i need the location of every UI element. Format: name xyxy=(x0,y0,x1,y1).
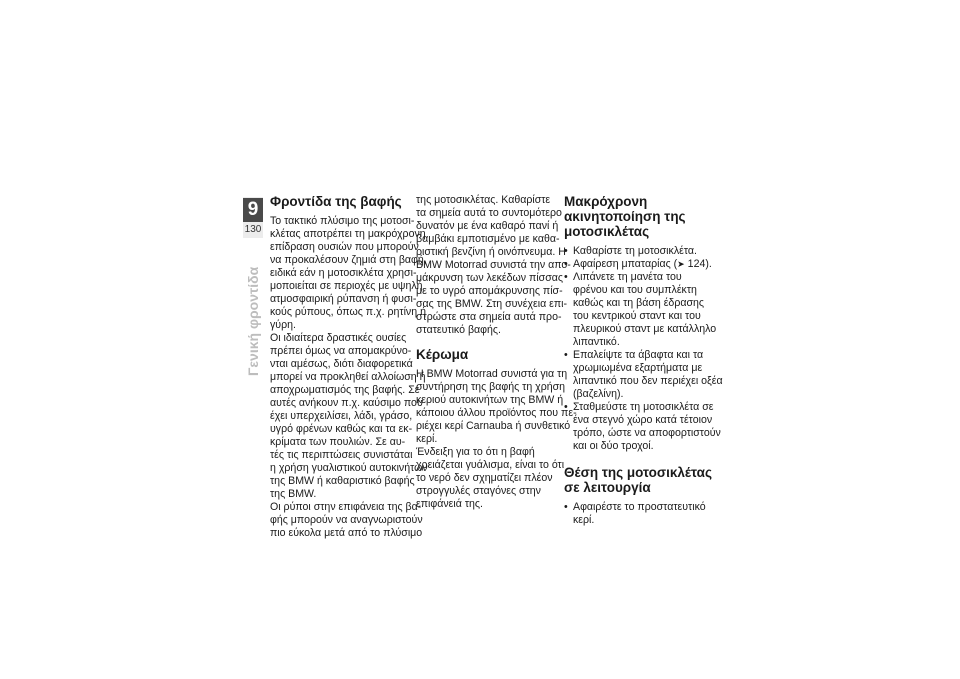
text-line: χρωμιωμένα εξαρτήματα με xyxy=(573,362,703,374)
text-line: μπορεί να προκληθεί αλλοίωση ή xyxy=(270,371,426,383)
text-line: χρειάζεται γυάλισμα, είναι το ότι xyxy=(416,459,565,471)
text-line: λιπαντικό που δεν περιέχει οξέα xyxy=(573,375,723,387)
text-line: της BMW. xyxy=(270,488,317,500)
text-line: της μοτοσικλέτας. Καθαρίστε xyxy=(416,194,551,206)
page-number: 130 xyxy=(244,224,262,235)
list-item xyxy=(564,401,721,453)
list-item xyxy=(564,349,723,401)
text-line: λιπαντικό. xyxy=(573,336,620,348)
text-line: ειδικά εάν η μοτοσικλέτα χρησι- xyxy=(270,267,417,279)
text-line: • Αφαιρέστε το προστατευτικό xyxy=(573,501,706,513)
text-line: • Σταθμεύστε τη μοτοσικλέτα σε xyxy=(573,401,714,413)
heading-return-to-service xyxy=(564,465,714,495)
text-line: στρώστε στα σημεία αυτά προ- xyxy=(416,311,562,323)
text-line: Το τακτικό πλύσιμο της μοτοσι- xyxy=(270,215,415,227)
text-line: στρογγυλές σταγόνες στην xyxy=(416,485,541,497)
list-item xyxy=(564,271,717,349)
text-line: BMW Motorrad συνιστά την απο- xyxy=(416,259,571,271)
storage-steps-list xyxy=(564,245,723,453)
text-line: Ένδειξη για το ότι η βαφή xyxy=(416,446,535,458)
service-steps-list xyxy=(564,501,714,527)
text-line: καθώς και τη βάση έδρασης xyxy=(573,297,705,309)
text-line: κούς ρύπους, όπως π.χ. ρητίνη ή xyxy=(270,306,426,318)
text-line: Μακρόχρονη xyxy=(564,194,648,209)
text-line: να προκαλέσουν ζημιά στη βαφή, xyxy=(270,254,427,266)
text-line: βαμβάκι εμποτισμένο με καθα- xyxy=(416,233,560,245)
text-line: Η BMW Motorrad συνιστά για τη xyxy=(416,368,568,380)
text-line: της BMW ή καθαριστικό βαφής xyxy=(270,475,415,487)
text-line: του κεντρικού σταντ και του xyxy=(573,310,701,322)
paint-care-text-continued xyxy=(416,194,571,337)
text-line: νται αμέσως, διότι διαφορετικά xyxy=(270,358,413,370)
text-line: φρένου και του συμπλέκτη xyxy=(573,284,697,296)
text-line: • Επαλείψτε τα άβαφτα και τα xyxy=(573,349,704,361)
text-line: τα σημεία αυτά το συντομότερο xyxy=(416,207,562,219)
arrow-right-icon: ➤ xyxy=(677,259,685,269)
list-item xyxy=(564,501,714,527)
list-item: • Αφαίρεση μπαταρίας (➤ 124). xyxy=(564,258,714,271)
text-line: δυνατόν με ένα καθαρό πανί ή xyxy=(416,220,559,232)
text-line: ακινητοποίηση της xyxy=(564,209,686,224)
text-line: πιο εύκολα μετά από το πλύσιμο xyxy=(270,527,423,539)
column-2 xyxy=(416,194,577,511)
text-line: μοποιείται σε περιοχές με υψηλή xyxy=(270,280,423,292)
text-line: αυτές ανήκουν π.χ. καύσιμο που xyxy=(270,397,423,409)
chapter-number: 9 xyxy=(243,198,263,222)
text-line: έχει υπερχειλίσει, λάδι, γράσο, xyxy=(270,410,413,422)
text-line: ριέχει κερί Carnauba ή συνθετικό xyxy=(416,420,571,432)
text-line: γύρη. xyxy=(270,319,296,331)
heading-long-storage xyxy=(564,194,714,239)
text-line: Θέση της μοτοσικλέτας xyxy=(564,465,712,480)
waxing-text xyxy=(416,368,577,511)
text-line: συντήρηση της βαφής τη χρήση xyxy=(416,381,566,393)
text-line: κλέτας αποτρέπει τη μακρόχρονη xyxy=(270,228,426,240)
text-line: μοτοσικλέτας xyxy=(564,224,650,239)
text-line: υγρό φρένων καθώς και τα εκ- xyxy=(270,423,413,435)
chapter-side-title: Γενική φροντίδα xyxy=(245,266,261,376)
text-line: κερί. xyxy=(416,433,438,445)
text-line: η χρήση γυαλιστικού αυτοκινήτων xyxy=(270,462,428,474)
heading-paint-care: Φροντίδα της βαφής xyxy=(270,194,402,209)
text-line: με το υγρό απομάκρυνσης πίσ- xyxy=(416,285,563,297)
text-line: στατευτικό βαφής. xyxy=(416,324,501,336)
text-line: Οι ρύποι στην επιφάνεια της βα- xyxy=(270,501,422,513)
text-line: • Λιπάνετε τη μανέτα του xyxy=(573,271,682,283)
text-line: (βαζελίνη). xyxy=(573,388,624,400)
text-line: κεριού αυτοκινήτων της BMW ή xyxy=(416,394,564,406)
text-line: ένα στεγνό χώρο κατά τέτοιον xyxy=(573,414,713,426)
text-line: κρίματα των πουλιών. Σε αυ- xyxy=(270,436,406,448)
text-line: ατμοσφαιρική ρύπανση ή φυσι- xyxy=(270,293,417,305)
heading-waxing: Κέρωμα xyxy=(416,347,469,362)
text-line: πλευρικού σταντ με κατάλληλο xyxy=(573,323,717,335)
text-line: σε λειτουργία xyxy=(564,480,651,495)
text-line: και οι δύο τροχοί. xyxy=(573,440,654,452)
text-line: ριστική βενζίνη ή οινόπνευμα. Η xyxy=(416,246,566,258)
text-line: Οι ιδιαίτερα δραστικές ουσίες xyxy=(270,332,407,344)
text-line: πρέπει όμως να απομακρύνο- xyxy=(270,345,412,357)
text-line: το νερό δεν σχηματίζει πλέον xyxy=(416,472,553,484)
text-line: επιφάνειά της. xyxy=(416,498,483,510)
text-line: κερί. xyxy=(573,514,595,526)
list-item: • Καθαρίστε τη μοτοσικλέτα. xyxy=(564,245,714,258)
column-3 xyxy=(564,194,723,527)
text-line: μάκρυνση των λεκέδων πίσσας xyxy=(416,272,563,284)
text-line: αποχρωματισμός της βαφής. Σε xyxy=(270,384,420,396)
text-line: σας της BMW. Στη συνέχεια επι- xyxy=(416,298,568,310)
text-line: φής μπορούν να αναγνωριστούν xyxy=(270,514,423,526)
text-line: κάποιου άλλου προϊόντος που πε- xyxy=(416,407,577,419)
text-line: τρόπο, ώστε να αποφορτιστούν xyxy=(573,427,721,439)
text-line: επίδραση ουσιών που μπορούν xyxy=(270,241,419,253)
text-line: τές τις περιπτώσεις συνιστάται xyxy=(270,449,413,461)
